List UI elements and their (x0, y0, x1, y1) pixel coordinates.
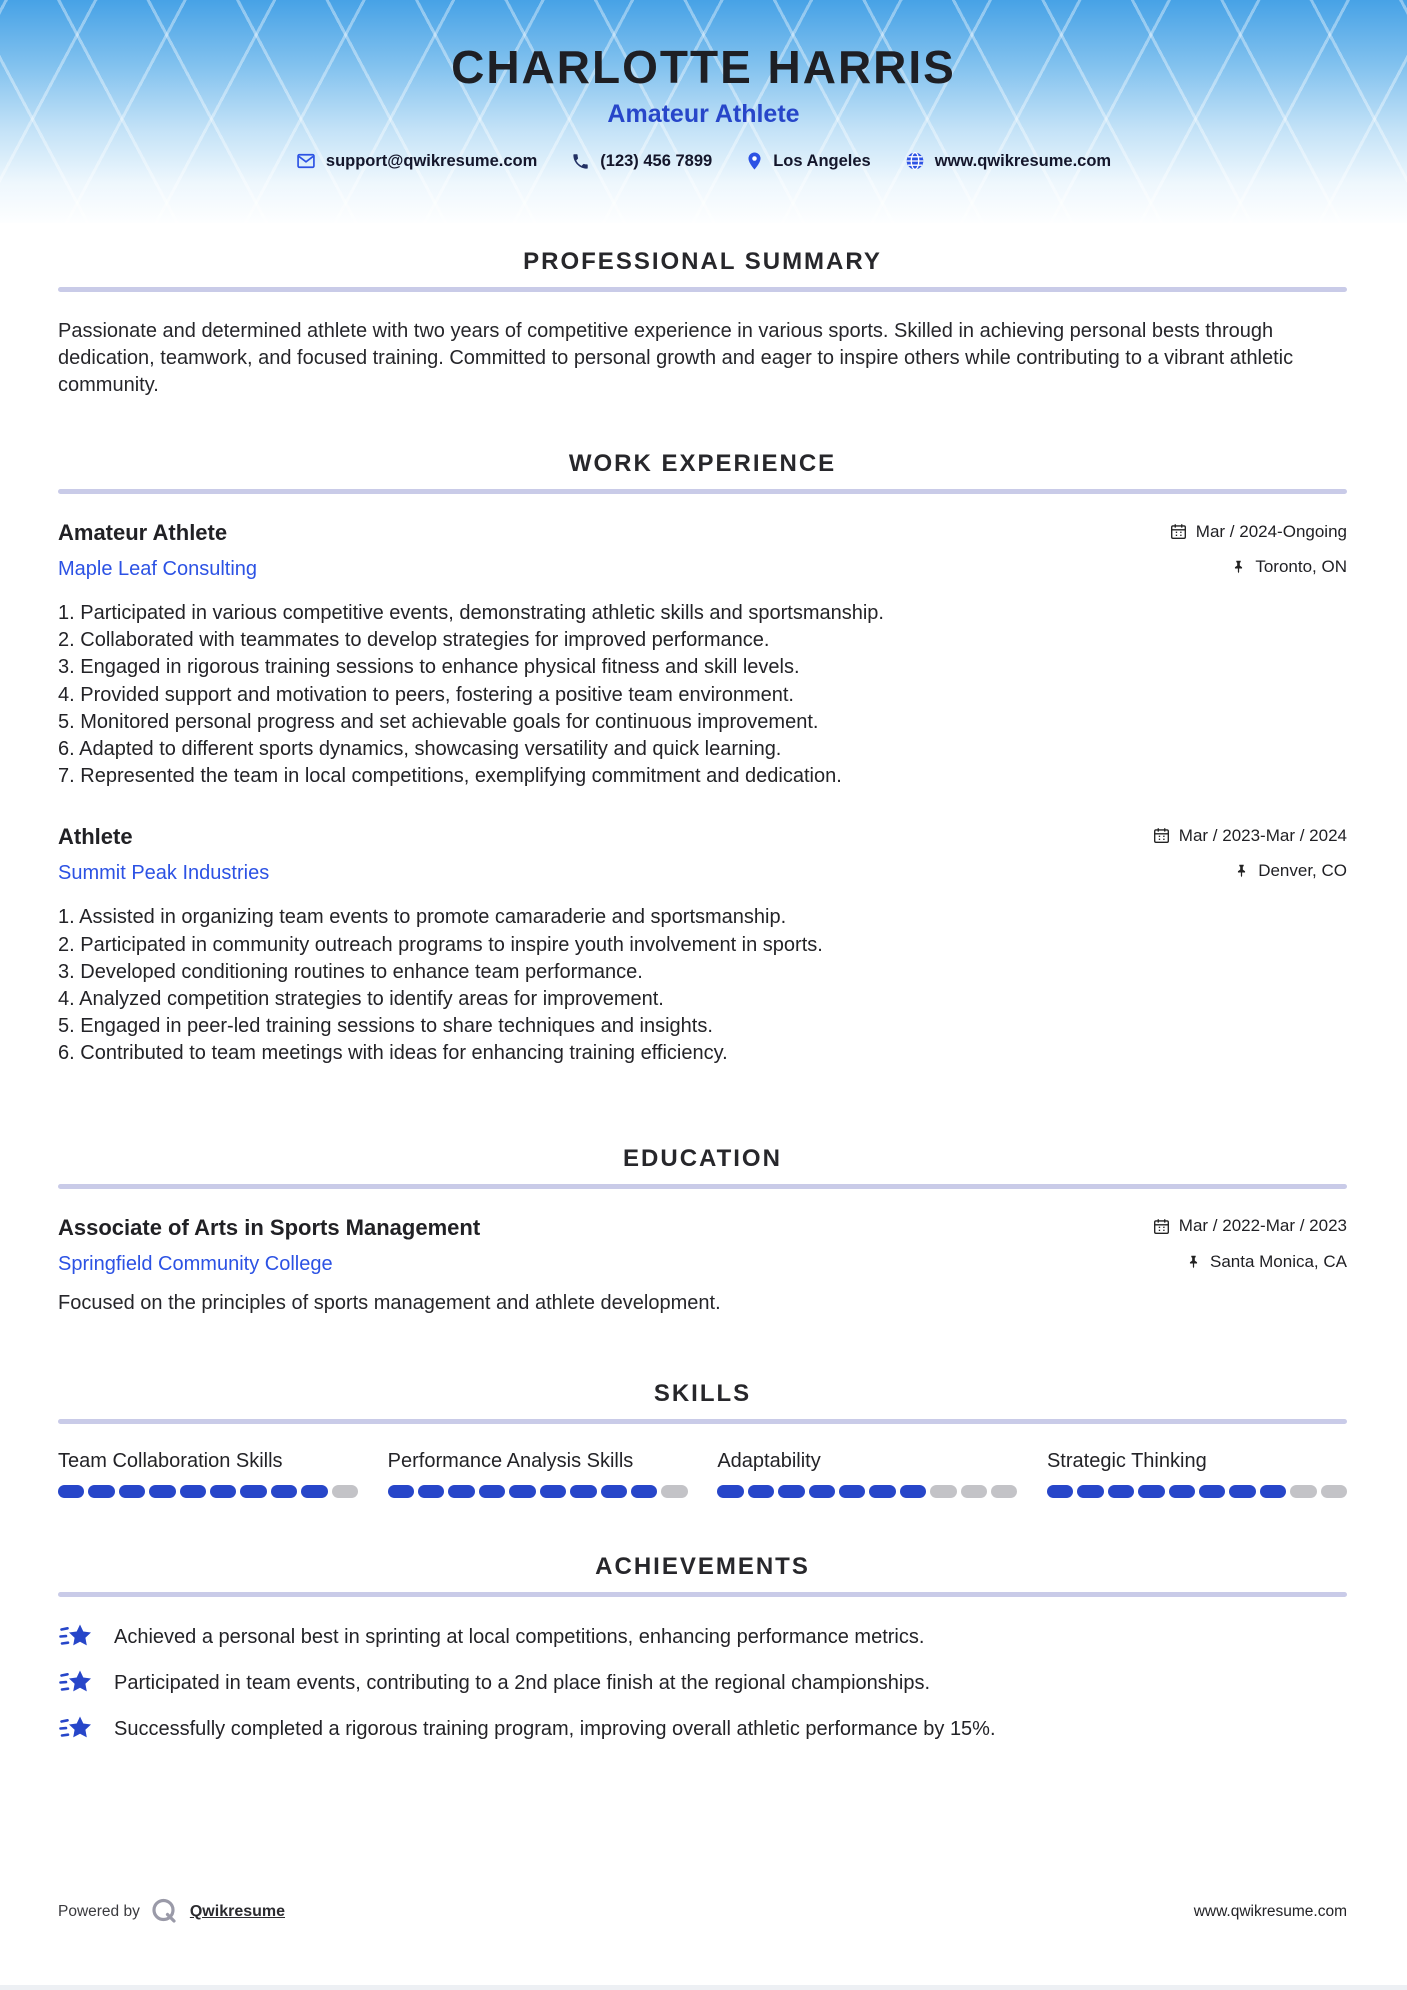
skill-name: Adaptability (717, 1449, 821, 1472)
pushpin-icon (1186, 1254, 1201, 1270)
skill-level-segment (58, 1485, 84, 1498)
section-education (58, 1144, 1347, 1317)
education-location-text: Santa Monica, CA (1209, 1251, 1347, 1271)
skill-level-bar (388, 1485, 688, 1498)
skill-level-segment (1108, 1485, 1134, 1498)
skill-level-segment (1260, 1485, 1286, 1498)
pushpin-icon (1231, 559, 1246, 575)
achievement-text: Achieved a personal best in sprinting at local competitions, enhancing performance metrics. (114, 1625, 925, 1648)
job-date (1170, 522, 1347, 542)
shooting-star-icon (58, 1713, 94, 1745)
job-bullet: Developed conditioning routines to enhance team performance. (80, 960, 643, 983)
skill-level-segment (1047, 1485, 1073, 1498)
envelope-icon (296, 151, 316, 171)
skill-level-segment (210, 1485, 236, 1498)
school-link[interactable]: Springfield Community College (58, 1252, 333, 1275)
skill-name: Strategic Thinking (1046, 1449, 1207, 1472)
skill-level-bar (717, 1485, 1017, 1498)
job-bullet: Participated in various competitive events, demonstrating athletic skills and sportsmanship. (80, 602, 884, 624)
skill-name: Performance Analysis Skills (387, 1449, 634, 1472)
calendar-icon (1153, 827, 1170, 844)
job-bullet: Provided support and motivation to peers, fostering a positive team environment. (80, 683, 794, 706)
achievement-text: Successfully completed a rigorous training program, improving overall athletic performance by 15%. (114, 1717, 996, 1740)
skill-level-segment (839, 1485, 865, 1498)
skill-level-segment (748, 1485, 774, 1498)
degree-title: Associate of Arts in Sports Management (58, 1214, 481, 1240)
skill-level-segment (180, 1485, 206, 1498)
phone-icon (571, 152, 590, 171)
education-location (1186, 1252, 1347, 1272)
skill-level-segment (1169, 1485, 1195, 1498)
skill-level-segment (418, 1485, 444, 1498)
person-name: CHARLOTTE HARRIS (451, 41, 956, 93)
resume-body (0, 247, 1407, 1745)
skill-level-segment (1229, 1485, 1255, 1498)
header-banner (0, 0, 1407, 223)
skill-level-bar (58, 1485, 358, 1498)
job-location-text: Toronto, ON (1255, 557, 1347, 576)
job-bullet: Engaged in rigorous training sessions to enhance physical fitness and skill levels. (80, 656, 800, 679)
education-section-title: EDUCATION (623, 1144, 782, 1172)
achievement-list (58, 1621, 1347, 1745)
job-bullet: Monitored personal progress and set achievable goals for continuous improvement. (80, 710, 819, 733)
job-bullet: Represented the team in local competitions, exemplifying commitment and dedication. (80, 765, 842, 788)
skill-entry (717, 1448, 1017, 1498)
skill-level-segment (149, 1485, 175, 1498)
job-bullet: Participated in community outreach programs to inspire youth involvement in sports. (80, 933, 823, 956)
achievement-item (58, 1621, 1347, 1653)
section-divider (58, 489, 1347, 494)
job-bullet: Collaborated with teammates to develop strategies for improved performance. (80, 629, 770, 652)
footer-website-text: www.qwikresume.com (1193, 1903, 1347, 1920)
achievement-item (58, 1667, 1347, 1699)
skill-level-segment (301, 1485, 327, 1498)
skills-section-title: SKILLS (653, 1379, 752, 1407)
section-work-experience (58, 449, 1347, 1068)
contact-row (0, 151, 1407, 171)
skill-level-segment (778, 1485, 804, 1498)
qwikresume-link[interactable]: Qwikresume (189, 1903, 286, 1920)
job-bullet: Assisted in organizing team events to promote camaraderie and sportsmanship. (79, 906, 787, 929)
summary-text: Passionate and determined athlete with two years of competitive experience in various sports. Skilled in achieving personal bests through dedication, teamwork, and focused training. Committed to personal growth and eager to inspire others while contributing to a vibrant athletic community. (58, 320, 1294, 396)
skill-level-segment (991, 1485, 1017, 1498)
achievements-section-title: ACHIEVEMENTS (595, 1552, 810, 1580)
skill-level-segment (88, 1485, 114, 1498)
skill-level-segment (869, 1485, 895, 1498)
contact-email-text: support@qwikresume.com (325, 151, 538, 170)
job-headline: Amateur Athlete (607, 100, 800, 128)
achievement-text: Participated in team events, contributing to a 2nd place finish at the regional championships. (114, 1671, 931, 1694)
location-pin-icon (746, 151, 763, 171)
contact-phone (571, 152, 712, 171)
job-date-text: Mar / 2023-Mar / 2024 (1178, 825, 1347, 845)
section-summary (58, 247, 1347, 399)
job-entry (58, 520, 1347, 790)
skill-level-segment (961, 1485, 987, 1498)
job-bullet-list (58, 600, 1347, 790)
skill-level-segment (717, 1485, 743, 1498)
education-date (1153, 1216, 1347, 1236)
skill-level-segment (631, 1485, 657, 1498)
skill-level-segment (570, 1485, 596, 1498)
skill-level-segment (240, 1485, 266, 1498)
job-date-text: Mar / 2024-Ongoing (1195, 521, 1347, 541)
work-section-title: WORK EXPERIENCE (568, 450, 837, 477)
skill-level-segment (601, 1485, 627, 1498)
education-description: Focused on the principles of sports management and athlete development. (58, 1291, 721, 1314)
job-location-text: Denver, CO (1258, 861, 1347, 881)
company-link[interactable]: Maple Leaf Consulting (58, 558, 258, 580)
skill-level-segment (1290, 1485, 1316, 1498)
job-location (1234, 861, 1347, 881)
skill-level-segment (509, 1485, 535, 1498)
page-bottom-edge (0, 1985, 1407, 1990)
skill-level-segment (661, 1485, 687, 1498)
skill-name: Team Collaboration Skills (58, 1449, 283, 1472)
pushpin-icon (1234, 863, 1249, 879)
page-footer (58, 1897, 1347, 1927)
qwikresume-logo-icon (150, 1897, 180, 1927)
skill-level-segment (448, 1485, 474, 1498)
skill-level-segment (332, 1485, 358, 1498)
summary-section-title: PROFESSIONAL SUMMARY (523, 248, 882, 275)
section-achievements (58, 1552, 1347, 1745)
calendar-icon (1153, 1218, 1170, 1235)
skill-level-segment (1138, 1485, 1164, 1498)
shooting-star-icon (58, 1621, 94, 1653)
contact-location (746, 151, 871, 171)
job-bullet-list (58, 904, 1347, 1067)
contact-website-text: www.qwikresume.com (934, 151, 1112, 170)
skill-level-segment (1199, 1485, 1225, 1498)
section-divider (58, 1184, 1347, 1189)
skill-level-segment (809, 1485, 835, 1498)
skill-level-segment (1321, 1485, 1347, 1498)
education-date-text: Mar / 2022-Mar / 2023 (1178, 1216, 1347, 1236)
contact-website (905, 151, 1111, 171)
company-link[interactable]: Summit Peak Industries (58, 862, 270, 885)
job-location (1231, 557, 1347, 577)
skill-level-segment (1077, 1485, 1103, 1498)
skill-level-segment (388, 1485, 414, 1498)
job-title: Amateur Athlete (58, 520, 228, 545)
skill-level-segment (271, 1485, 297, 1498)
contact-email (296, 151, 537, 171)
skills-row (58, 1448, 1347, 1498)
job-date (1153, 826, 1347, 846)
section-divider (58, 1592, 1347, 1597)
skill-level-segment (900, 1485, 926, 1498)
contact-location-text: Los Angeles (773, 151, 871, 170)
skill-entry (388, 1448, 688, 1498)
section-divider (58, 287, 1347, 292)
job-title: Athlete (58, 824, 133, 850)
job-bullet: Contributed to team meetings with ideas for enhancing training efficiency. (80, 1042, 728, 1065)
skill-entry (58, 1448, 358, 1498)
skill-level-segment (479, 1485, 505, 1498)
job-bullet: Adapted to different sports dynamics, showcasing versatility and quick learning. (79, 738, 782, 761)
powered-by-label: Powered by (58, 1903, 140, 1920)
contact-phone-text: (123) 456 7899 (600, 151, 713, 170)
job-entry (58, 824, 1347, 1067)
skill-level-bar (1047, 1485, 1347, 1498)
achievement-item (58, 1713, 1347, 1745)
globe-icon (905, 151, 925, 171)
job-bullet: Analyzed competition strategies to identify areas for improvement. (79, 988, 664, 1011)
skill-entry (1047, 1448, 1347, 1498)
skill-level-segment (540, 1485, 566, 1498)
shooting-star-icon (58, 1667, 94, 1699)
calendar-icon (1170, 523, 1187, 540)
section-skills (58, 1379, 1347, 1498)
job-bullet: Engaged in peer-led training sessions to share techniques and insights. (80, 1015, 713, 1038)
section-divider (58, 1419, 1347, 1424)
skill-level-segment (119, 1485, 145, 1498)
skill-level-segment (930, 1485, 956, 1498)
